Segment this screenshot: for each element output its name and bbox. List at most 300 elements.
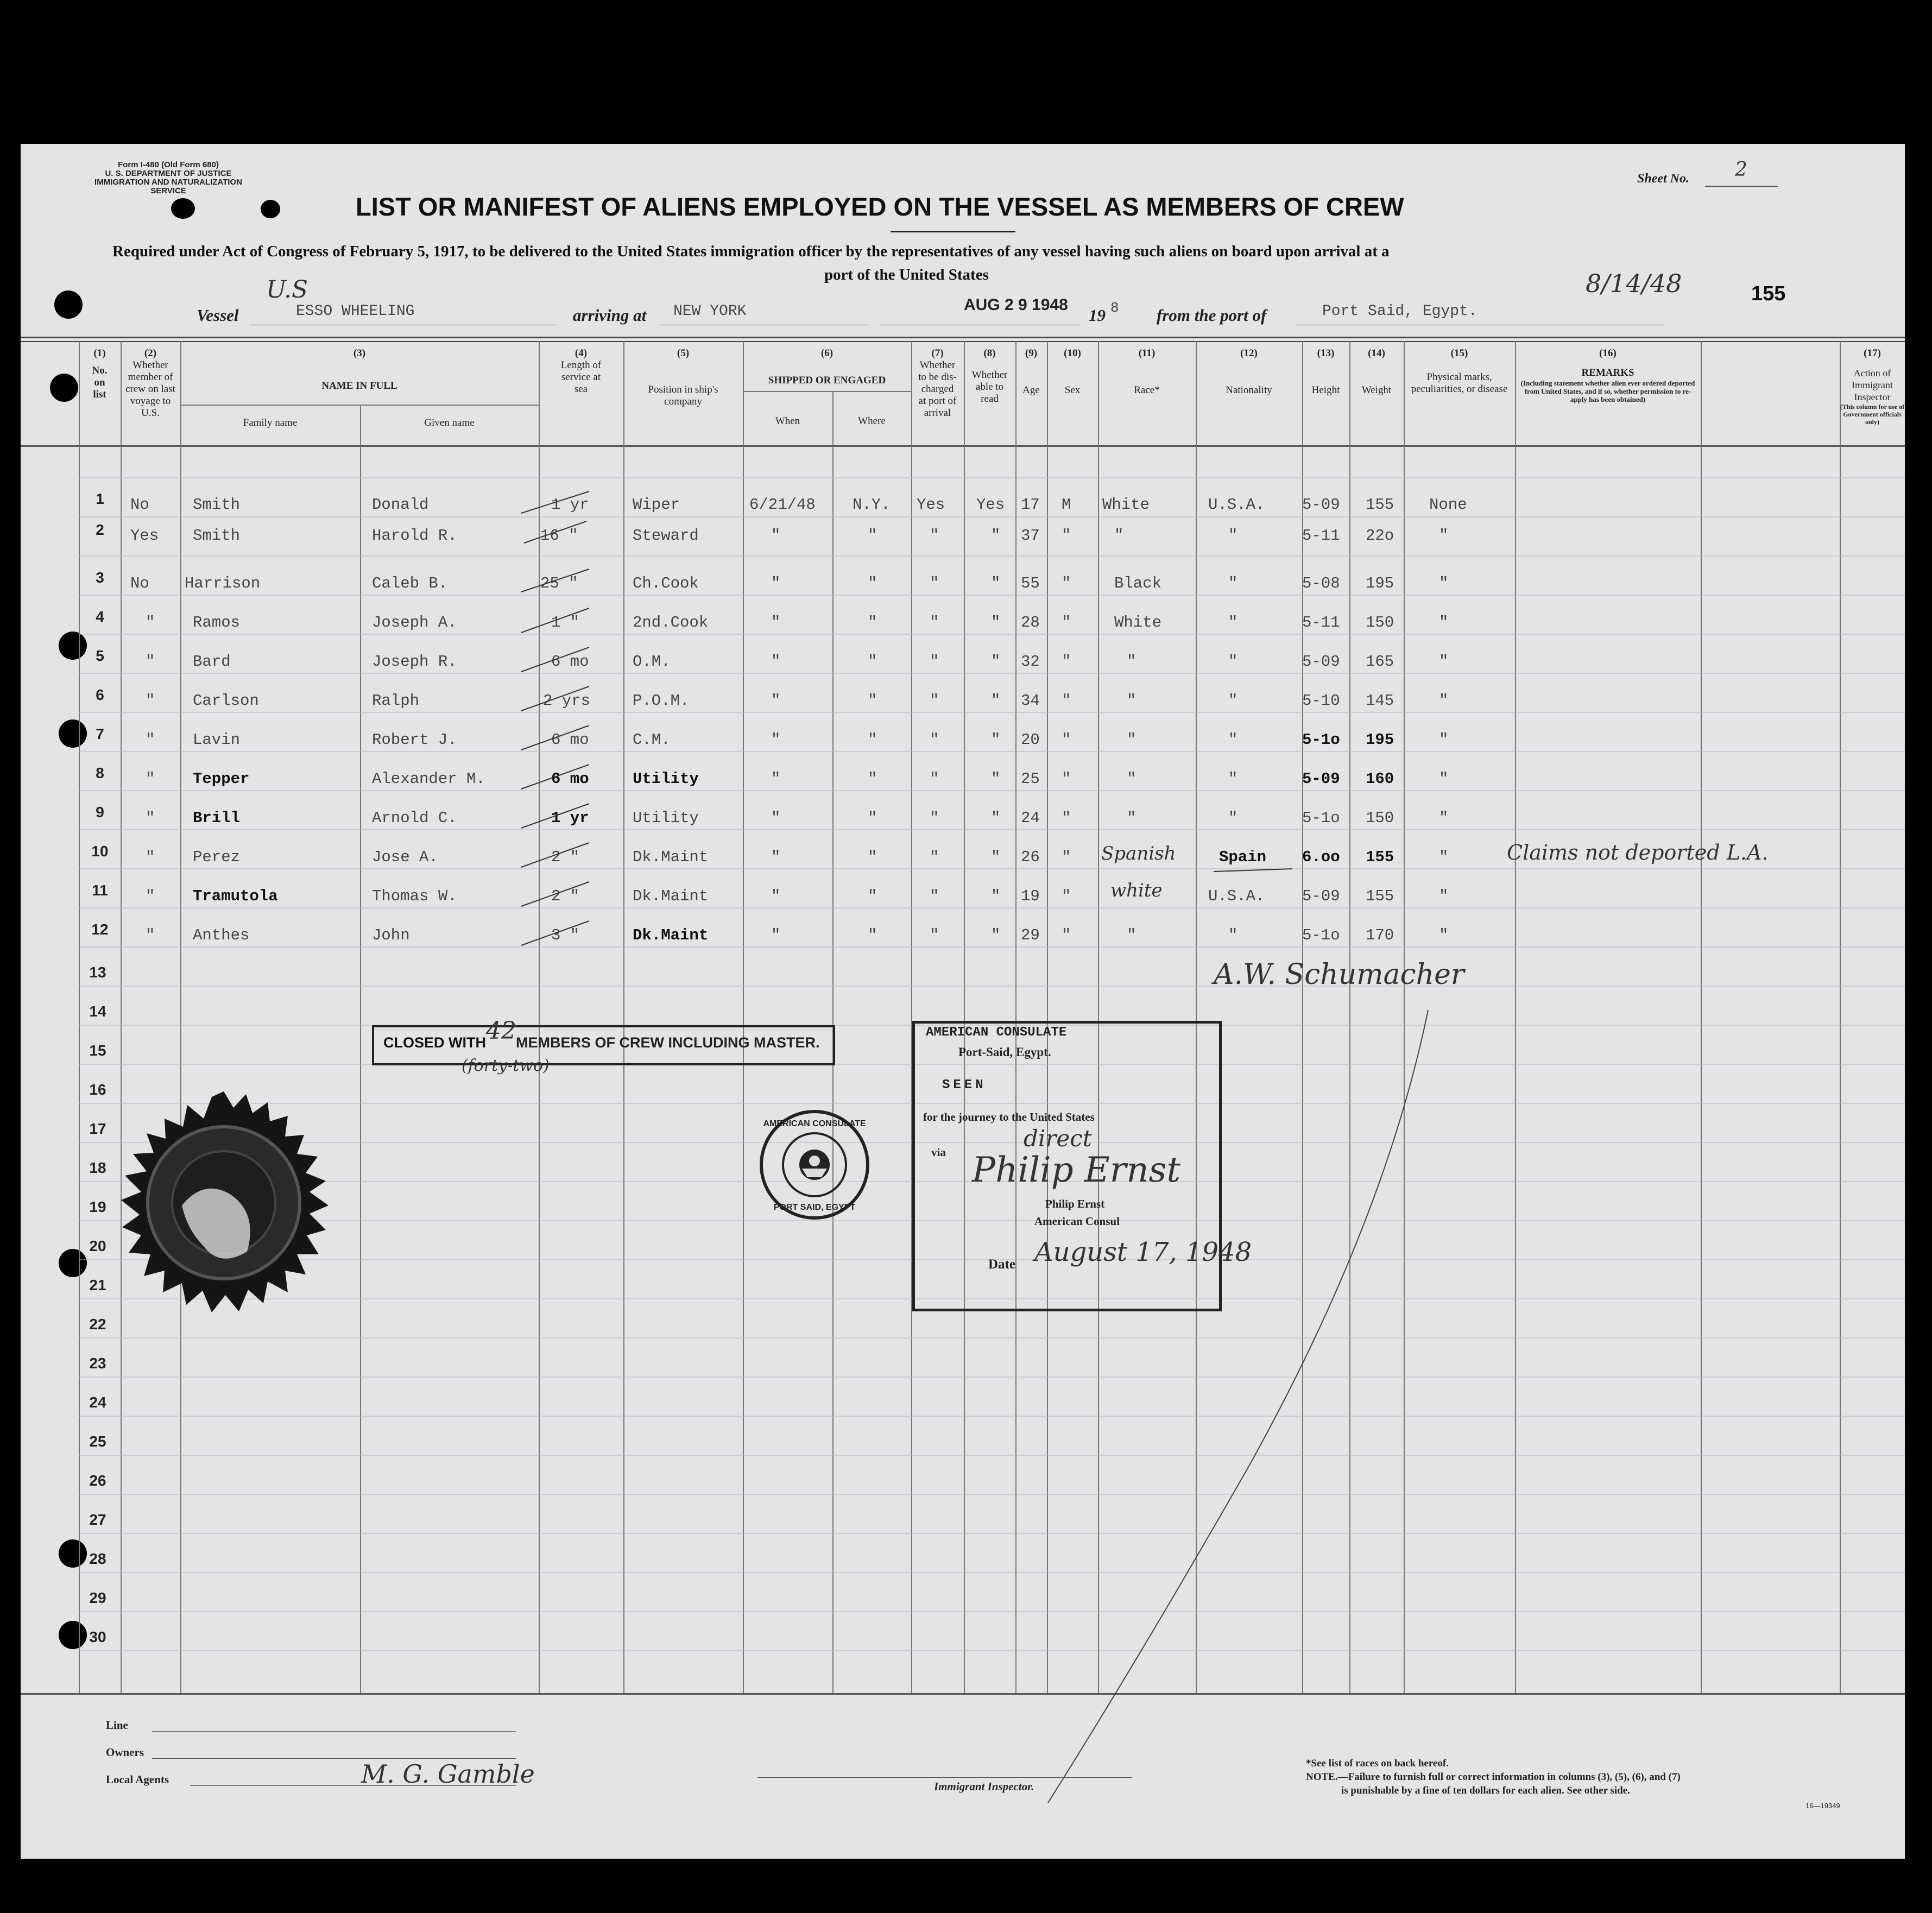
col-num: (3) — [353, 348, 366, 359]
position: C.M. — [633, 731, 671, 749]
row-number: 27 — [89, 1511, 106, 1528]
weight: 150 — [1366, 809, 1394, 827]
previous-voyage: " — [146, 926, 155, 944]
physical-marks: " — [1439, 926, 1449, 944]
family-name: Perez — [193, 848, 241, 866]
family-name: Carlson — [193, 692, 259, 710]
col-num: (13) — [1317, 348, 1335, 359]
weight: 145 — [1366, 692, 1394, 710]
previous-voyage: " — [146, 653, 155, 671]
height: 5-11 — [1302, 527, 1340, 545]
row-number: 8 — [96, 765, 104, 781]
shipped-where: N.Y. — [853, 496, 891, 514]
shipped-where: " — [868, 731, 877, 749]
family-name: Bard — [193, 653, 231, 671]
shipped-where: " — [868, 770, 877, 788]
sex: " — [1062, 848, 1071, 866]
shipped-when: " — [771, 809, 781, 827]
previous-voyage: " — [146, 809, 155, 827]
previous-voyage: " — [146, 887, 155, 905]
sex: " — [1062, 809, 1071, 827]
previous-voyage: No — [130, 496, 149, 514]
shipped-when: " — [771, 887, 781, 905]
row-number: 24 — [89, 1394, 106, 1411]
discharged: " — [930, 926, 939, 944]
col-num: (8) — [983, 348, 996, 359]
col-label: Length of service at sea — [560, 359, 602, 395]
able-to-read: " — [991, 770, 1001, 788]
race: White — [1114, 614, 1162, 632]
discharged: " — [930, 614, 939, 632]
shipped-where: " — [868, 653, 877, 671]
sex: " — [1062, 692, 1071, 710]
length-of-service: 3 " — [551, 926, 580, 944]
nationality: " — [1228, 527, 1238, 545]
previous-voyage: " — [146, 848, 155, 866]
weight: 22o — [1366, 527, 1394, 545]
col-label: Sex — [1064, 384, 1081, 396]
closed-count-words: (forty-two) — [462, 1056, 550, 1075]
row-number: 10 — [91, 843, 109, 860]
shipped-where: " — [868, 887, 877, 905]
col-note: (This column for use of Government officials only) — [1840, 403, 1905, 426]
position: Ch.Cook — [633, 574, 699, 592]
length-of-service: 2 " — [551, 848, 580, 866]
col-label: Weight — [1361, 384, 1392, 396]
discharged: " — [930, 692, 939, 710]
able-to-read: " — [991, 527, 1001, 545]
given-name: Joseph R. — [372, 653, 457, 671]
closed-count: 42 — [486, 1017, 516, 1045]
col-num: (9) — [1025, 348, 1038, 359]
seal-text-bottom: PORT SAID, EGYPT — [773, 1203, 856, 1212]
inspector-label: Immigrant Inspector. — [934, 1780, 1034, 1793]
height: 5-09 — [1302, 653, 1340, 671]
sex: " — [1062, 527, 1071, 545]
footer-agents-label: Local Agents — [106, 1773, 169, 1786]
row-number: 26 — [89, 1472, 106, 1489]
col-note: (Including statement whether alien ever ordered deported from United States, and if so, whether permission to re-apply has been obtained) — [1520, 379, 1695, 403]
able-to-read: " — [991, 848, 1001, 866]
physical-marks: " — [1439, 809, 1449, 827]
race: " — [1127, 770, 1137, 788]
family-name: Smith — [193, 496, 241, 514]
weight: 150 — [1366, 614, 1394, 632]
able-to-read: " — [991, 887, 1001, 905]
shipped-where: " — [868, 926, 877, 944]
sex: " — [1062, 887, 1071, 905]
consulate-stamp-line: Port-Said, Egypt. — [958, 1045, 1051, 1059]
position: P.O.M. — [633, 692, 690, 710]
race: " — [1114, 527, 1124, 545]
row-number: 30 — [89, 1628, 106, 1645]
race: White — [1102, 496, 1150, 514]
nationality: " — [1228, 614, 1238, 632]
age: 55 — [1021, 574, 1040, 592]
row-number: 17 — [89, 1120, 106, 1137]
col-num: (6) — [820, 348, 834, 359]
family-name: Brill — [193, 809, 241, 827]
shipped-where: " — [868, 692, 877, 710]
shipped-when: " — [771, 731, 781, 749]
vessel-name: ESSO WHEELING — [296, 303, 415, 320]
col-num: (16) — [1599, 348, 1617, 359]
col-num: (10) — [1064, 348, 1081, 359]
col-num: (4) — [574, 348, 588, 359]
remarks: Claims not deported L.A. — [1507, 841, 1769, 864]
nationality: " — [1228, 692, 1238, 710]
consulate-stamp-via-label: via — [931, 1146, 946, 1159]
row-number: 1 — [96, 490, 104, 507]
col-label: REMARKS — [1581, 367, 1634, 378]
row-number: 15 — [89, 1042, 106, 1059]
consul-signature: Philip Ernst — [972, 1150, 1181, 1190]
col-label: Whether able to read — [971, 369, 1008, 405]
col-label: Height — [1311, 384, 1340, 396]
age: 29 — [1021, 926, 1040, 944]
col-label: Action of Immigrant Inspector — [1852, 368, 1893, 402]
shipped-when: " — [771, 614, 781, 632]
row-number: 22 — [89, 1316, 106, 1333]
shipped-where: " — [868, 848, 877, 866]
height: 5-09 — [1302, 887, 1340, 905]
discharged: " — [930, 809, 939, 827]
row-number: 12 — [91, 921, 109, 938]
race: " — [1127, 926, 1137, 944]
line-rule — [152, 1731, 516, 1732]
row-number: 14 — [89, 1003, 106, 1020]
consulate-stamp-seen: SEEN — [942, 1078, 987, 1093]
given-name: Harold R. — [372, 527, 457, 545]
weight: 195 — [1366, 574, 1394, 592]
col-label: Whether member of crew on last voyage to U.S. — [125, 359, 175, 419]
able-to-read: " — [991, 809, 1001, 827]
nationality: U.S.A. — [1208, 496, 1265, 514]
race: Black — [1114, 574, 1162, 592]
row-number: 11 — [92, 882, 108, 899]
shipped-when: " — [771, 653, 781, 671]
sex: " — [1062, 653, 1071, 671]
nationality: " — [1228, 809, 1238, 827]
nationality: " — [1228, 731, 1238, 749]
length-of-service: 1 " — [551, 614, 580, 632]
shipped-when: " — [771, 692, 781, 710]
arriving-label: arriving at — [573, 306, 647, 325]
row-number: 29 — [89, 1589, 106, 1606]
physical-marks: " — [1439, 527, 1449, 545]
physical-marks: " — [1439, 887, 1449, 905]
shipped-when: 6/21/48 — [749, 496, 816, 514]
height: 5-1o — [1302, 926, 1340, 944]
from-port: Port Said, Egypt. — [1322, 303, 1478, 320]
row-number: 13 — [89, 964, 106, 981]
length-of-service: 6 mo — [551, 731, 589, 749]
form-id-line: IMMIGRATION AND NATURALIZATION SERVICE — [94, 178, 242, 195]
given-name: John — [372, 926, 410, 944]
length-of-service: 16 " — [540, 527, 578, 545]
physical-marks: " — [1439, 614, 1449, 632]
col-label: Physical marks, peculiarities, or disease — [1411, 371, 1508, 395]
shipped-when: " — [771, 527, 781, 545]
consulate-stamp-date-label: Date — [988, 1257, 1015, 1272]
sex: " — [1062, 574, 1071, 592]
family-name: Tramutola — [193, 887, 278, 905]
weight: 170 — [1366, 926, 1394, 944]
height: 6.oo — [1302, 848, 1340, 866]
row-number: 28 — [89, 1550, 106, 1567]
discharged: " — [930, 770, 939, 788]
height: 5-10 — [1302, 692, 1340, 710]
height: 5-09 — [1302, 770, 1340, 788]
row-number: 25 — [89, 1433, 106, 1450]
col-where: Where — [858, 415, 886, 427]
discharged: " — [930, 887, 939, 905]
length-of-service: 1 yr — [551, 809, 589, 827]
from-label: from the port of — [1157, 306, 1267, 325]
position: O.M. — [633, 653, 671, 671]
family-name: Tepper — [193, 770, 250, 788]
previous-voyage: Yes — [130, 527, 159, 545]
note-races: *See list of races on back hereof. — [1306, 1758, 1449, 1769]
nationality: " — [1228, 574, 1238, 592]
previous-voyage: " — [146, 614, 155, 632]
year-suffix: 8 — [1110, 300, 1119, 316]
position: Utility — [633, 809, 699, 827]
arrival-port: NEW YORK — [673, 303, 747, 320]
seal-text-top: AMERICAN CONSULATE — [763, 1119, 866, 1128]
consul-name: Philip Ernst — [1045, 1197, 1105, 1210]
position: Dk.Maint — [633, 848, 709, 866]
col-num: (11) — [1138, 348, 1156, 359]
shipped-when: " — [771, 926, 781, 944]
col-num: (17) — [1864, 348, 1881, 359]
nationality: " — [1228, 770, 1238, 788]
col-label: No. on list — [92, 365, 108, 400]
physical-marks: " — [1439, 574, 1449, 592]
physical-marks: None — [1429, 496, 1467, 514]
year-label: 19 — [1089, 306, 1106, 325]
form-id-line: U. S. DEPARTMENT OF JUSTICE — [105, 169, 232, 178]
consulate-stamp-journey: for the journey to the United States — [923, 1110, 1095, 1123]
row-number: 16 — [89, 1081, 106, 1098]
family-name: Anthes — [193, 926, 250, 944]
position: Utility — [633, 770, 699, 788]
age: 19 — [1021, 887, 1040, 905]
discharged: Yes — [917, 496, 945, 514]
given-name: Arnold C. — [372, 809, 457, 827]
row-number: 5 — [96, 647, 104, 664]
given-name: Caleb B. — [372, 574, 448, 592]
able-to-read: " — [991, 614, 1001, 632]
row-number: 6 — [96, 686, 104, 703]
discharged: " — [930, 731, 939, 749]
consulate-stamp-date-value: August 17, 1948 — [1034, 1237, 1252, 1267]
col-label: SHIPPED OR ENGAGED — [768, 375, 886, 386]
height: 5-1o — [1302, 731, 1340, 749]
race: " — [1127, 653, 1137, 671]
inspector-signature: A.W. Schumacher — [1214, 958, 1464, 991]
sheet-number: 2 — [1735, 159, 1747, 181]
row-number: 2 — [96, 521, 104, 538]
height: 5-11 — [1302, 614, 1340, 632]
nationality: Spain — [1219, 848, 1267, 866]
position: Dk.Maint — [633, 926, 709, 944]
previous-voyage: " — [146, 770, 155, 788]
col-given-name: Given name — [424, 417, 475, 428]
given-name: Alexander M. — [372, 770, 485, 788]
shipped-where: " — [868, 574, 877, 592]
discharged: " — [930, 848, 939, 866]
col-label: Race* — [1134, 384, 1160, 396]
given-name: Robert J. — [372, 731, 457, 749]
position: 2nd.Cook — [633, 614, 709, 632]
able-to-read: " — [991, 653, 1001, 671]
age: 17 — [1021, 496, 1040, 514]
given-name: Ralph — [372, 692, 420, 710]
shipped-where: " — [868, 614, 877, 632]
sex: " — [1062, 614, 1071, 632]
able-to-read: " — [991, 692, 1001, 710]
length-of-service: 1 yr — [551, 496, 589, 514]
nationality: U.S.A. — [1208, 887, 1265, 905]
able-to-read: " — [991, 731, 1001, 749]
shipped-where: " — [868, 809, 877, 827]
row-number: 4 — [96, 608, 104, 625]
nationality: " — [1228, 926, 1238, 944]
handwritten-date: 8/14/48 — [1586, 269, 1682, 298]
physical-marks: " — [1439, 848, 1449, 866]
age: 34 — [1021, 692, 1040, 710]
form-id-line: Form I-480 (Old Form 680) — [118, 160, 219, 169]
weight: 165 — [1366, 653, 1394, 671]
age: 20 — [1021, 731, 1040, 749]
col-label: Age — [1022, 384, 1040, 396]
row-number: 20 — [89, 1238, 106, 1254]
height: 5-1o — [1302, 809, 1340, 827]
position: Wiper — [633, 496, 680, 514]
col-family-name: Family name — [243, 417, 298, 428]
consulate-stamp-via-value: direct — [1024, 1125, 1092, 1152]
vessel-label: Vessel — [197, 306, 239, 325]
family-name: Lavin — [193, 731, 241, 749]
nationality: " — [1228, 653, 1238, 671]
given-name: Jose A. — [372, 848, 438, 866]
height: 5-09 — [1302, 496, 1340, 514]
age: 28 — [1021, 614, 1040, 632]
owners-rule — [152, 1758, 516, 1759]
physical-marks: " — [1439, 770, 1449, 788]
col-num: (14) — [1368, 348, 1385, 359]
discharged: " — [930, 527, 939, 545]
weight: 195 — [1366, 731, 1394, 749]
physical-marks: " — [1439, 692, 1449, 710]
given-name: Donald — [372, 496, 429, 514]
age: 24 — [1021, 809, 1040, 827]
row-number: 9 — [96, 804, 104, 820]
col-label: Whether to be dis-charged at port of arrival — [918, 359, 957, 419]
row-number: 19 — [89, 1198, 106, 1215]
col-num: (15) — [1450, 348, 1468, 359]
consulate-stamp-line: AMERICAN CONSULATE — [926, 1025, 1067, 1040]
given-name: Joseph A. — [372, 614, 457, 632]
length-of-service: 25 " — [540, 574, 578, 592]
subtitle: port of the United States — [824, 266, 989, 283]
weight: 155 — [1366, 496, 1394, 514]
sex: " — [1062, 731, 1071, 749]
given-name: Thomas W. — [372, 887, 457, 905]
age: 32 — [1021, 653, 1040, 671]
note-text: NOTE.—Failure to furnish full or correct information in columns (3), (5), (6), and (7) — [1306, 1771, 1681, 1783]
col-num: (2) — [144, 348, 157, 359]
height: 5-08 — [1302, 574, 1340, 592]
footer-owners-label: Owners — [106, 1746, 144, 1759]
race: white — [1110, 880, 1163, 901]
race: " — [1127, 692, 1137, 710]
print-code: 16—19349 — [1805, 1802, 1840, 1810]
col-label: NAME IN FULL — [321, 380, 397, 392]
row-number: 3 — [96, 569, 104, 586]
race: Spanish — [1101, 843, 1176, 864]
row-number: 18 — [89, 1159, 106, 1176]
physical-marks: " — [1439, 653, 1449, 671]
row-number: 21 — [89, 1277, 106, 1293]
col-num: (7) — [931, 348, 944, 359]
page-title: LIST OR MANIFEST OF ALIENS EMPLOYED ON THE VESSEL AS MEMBERS OF CREW — [356, 192, 1404, 221]
family-name: Smith — [193, 527, 241, 545]
shipped-where: " — [868, 527, 877, 545]
length-of-service: 2 yrs — [543, 692, 591, 710]
note-text: is punishable by a fine of ten dollars for each alien. See other side. — [1341, 1785, 1630, 1796]
closed-with-text: CLOSED WITH — [383, 1034, 486, 1051]
consul-title: American Consul — [1034, 1215, 1120, 1228]
previous-voyage: " — [146, 692, 155, 710]
able-to-read: " — [991, 574, 1001, 592]
shipped-when: " — [771, 574, 781, 592]
row-number: 23 — [89, 1355, 106, 1372]
col-when: When — [775, 415, 800, 427]
race: " — [1127, 809, 1137, 827]
weight: 155 — [1366, 887, 1394, 905]
length-of-service: 6 mo — [551, 653, 589, 671]
weight: 155 — [1366, 848, 1394, 866]
col-num: (5) — [677, 348, 690, 359]
age: 26 — [1021, 848, 1040, 866]
race: " — [1127, 731, 1137, 749]
shipped-when: " — [771, 770, 781, 788]
footer-line-label: Line — [106, 1719, 128, 1732]
sex: M — [1062, 496, 1071, 514]
family-name: Harrison — [185, 574, 261, 592]
age: 25 — [1021, 770, 1040, 788]
able-to-read: Yes — [976, 496, 1005, 514]
length-of-service: 6 mo — [551, 770, 589, 788]
age: 37 — [1021, 527, 1040, 545]
inspector-rule — [757, 1777, 1132, 1778]
position: Steward — [633, 527, 699, 545]
col-label: Nationality — [1226, 384, 1272, 396]
able-to-read: " — [991, 926, 1001, 944]
discharged: " — [930, 574, 939, 592]
col-num: (12) — [1240, 348, 1258, 359]
closed-with-text: MEMBERS OF CREW INCLUDING MASTER. — [516, 1034, 820, 1051]
sex: " — [1062, 926, 1071, 944]
sex: " — [1062, 770, 1071, 788]
position: Dk.Maint — [633, 887, 709, 905]
previous-voyage: No — [130, 574, 149, 592]
physical-marks: " — [1439, 731, 1449, 749]
subtitle: Required under Act of Congress of February 5, 1917, to be delivered to the United States immigration officer by the representatives of any vessel having such aliens on board upon arrival at a — [112, 243, 1390, 260]
family-name: Ramos — [193, 614, 241, 632]
